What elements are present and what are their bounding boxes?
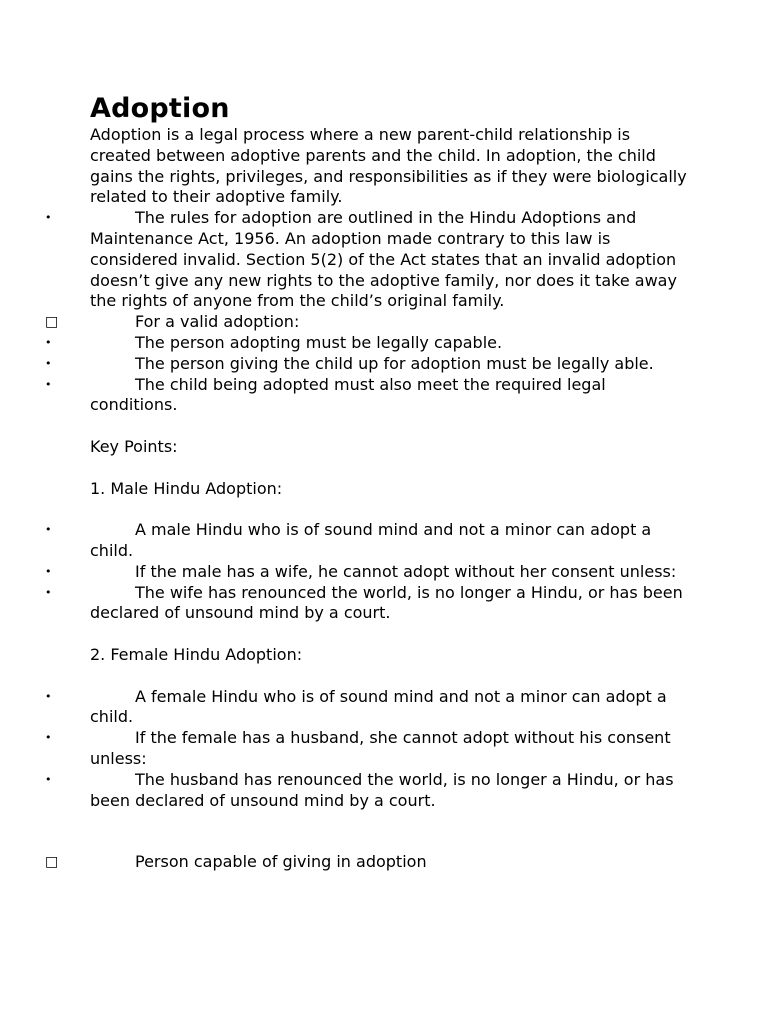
giving-adoption-heading xyxy=(45,852,690,873)
spacer xyxy=(90,458,690,479)
female-item-text: The husband has renounced the world, is no longer a Hindu, or has been declared of unsound mind by a court. xyxy=(90,769,674,810)
female-item-text: A female Hindu who is of sound mind and not a minor can adopt a child. xyxy=(90,686,667,727)
bullet-marker: • xyxy=(45,731,52,745)
bullet-marker: • xyxy=(45,335,52,349)
giving-adoption-heading-text: Person capable of giving in adoption xyxy=(135,852,427,872)
document-page xyxy=(45,93,690,873)
spacer xyxy=(90,416,690,437)
rules-bullet xyxy=(45,208,690,312)
valid-item xyxy=(45,374,690,417)
spacer xyxy=(90,811,690,832)
bullet-marker: • xyxy=(45,211,52,225)
valid-item-text: The person giving the child up for adoption must be legally able. xyxy=(135,353,654,373)
spacer xyxy=(90,624,690,645)
key-points-label: Key Points: xyxy=(90,436,178,456)
bullet-marker: • xyxy=(45,523,52,537)
valid-item-text: The person adopting must be legally capable. xyxy=(135,332,503,352)
male-item xyxy=(45,582,690,625)
valid-item-text: The child being adopted must also meet the required legal conditions. xyxy=(90,374,606,415)
bullet-marker: • xyxy=(45,689,52,703)
female-item xyxy=(45,728,690,770)
male-item-text: If the male has a wife, he cannot adopt without her consent unless: xyxy=(135,561,677,581)
checkbox-marker: □ xyxy=(45,854,59,871)
valid-adoption-heading xyxy=(45,312,690,333)
rules-bullet-text: The rules for adoption are outlined in the Hindu Adoptions and Maintenance Act, 1956. An adoption made contrary to this law is considered invalid. Section 5(2) of the Act states that an invalid adoption doesn’t give any new rights to the adoptive family, nor does it take away the rights of anyone from the child’s original family. xyxy=(90,208,677,311)
female-item xyxy=(45,686,690,729)
valid-item xyxy=(45,332,690,354)
valid-adoption-heading-text: For a valid adoption: xyxy=(135,312,300,332)
bullet-marker: • xyxy=(45,356,52,370)
male-item xyxy=(45,520,690,562)
female-item xyxy=(45,769,690,812)
male-item-text: The wife has renounced the world, is no longer a Hindu, or has been declared of unsound mind by a court. xyxy=(90,582,683,623)
intro-paragraph: Adoption is a legal process where a new parent-child relationship is created between adoptive parents and the child. In adoption, the child gains the rights, privileges, and responsibilities as if they were biologically related to their adoptive family. xyxy=(90,125,687,207)
male-item-text: A male Hindu who is of sound mind and not a minor can adopt a child. xyxy=(90,520,652,560)
bullet-marker: • xyxy=(45,585,52,599)
bullet-marker: • xyxy=(45,377,52,391)
male-adoption-heading: 1. Male Hindu Adoption: xyxy=(90,478,283,498)
valid-item xyxy=(45,353,690,375)
spacer xyxy=(90,499,690,520)
spacer xyxy=(90,832,690,852)
page-title: Adoption xyxy=(90,93,230,124)
female-adoption-heading: 2. Female Hindu Adoption: xyxy=(90,644,303,664)
female-item-text: If the female has a husband, she cannot adopt without his consent unless: xyxy=(90,728,671,768)
bullet-marker: • xyxy=(45,564,52,578)
checkbox-marker: □ xyxy=(45,314,59,331)
spacer xyxy=(90,666,690,687)
male-item xyxy=(45,561,690,583)
bullet-marker: • xyxy=(45,772,52,786)
